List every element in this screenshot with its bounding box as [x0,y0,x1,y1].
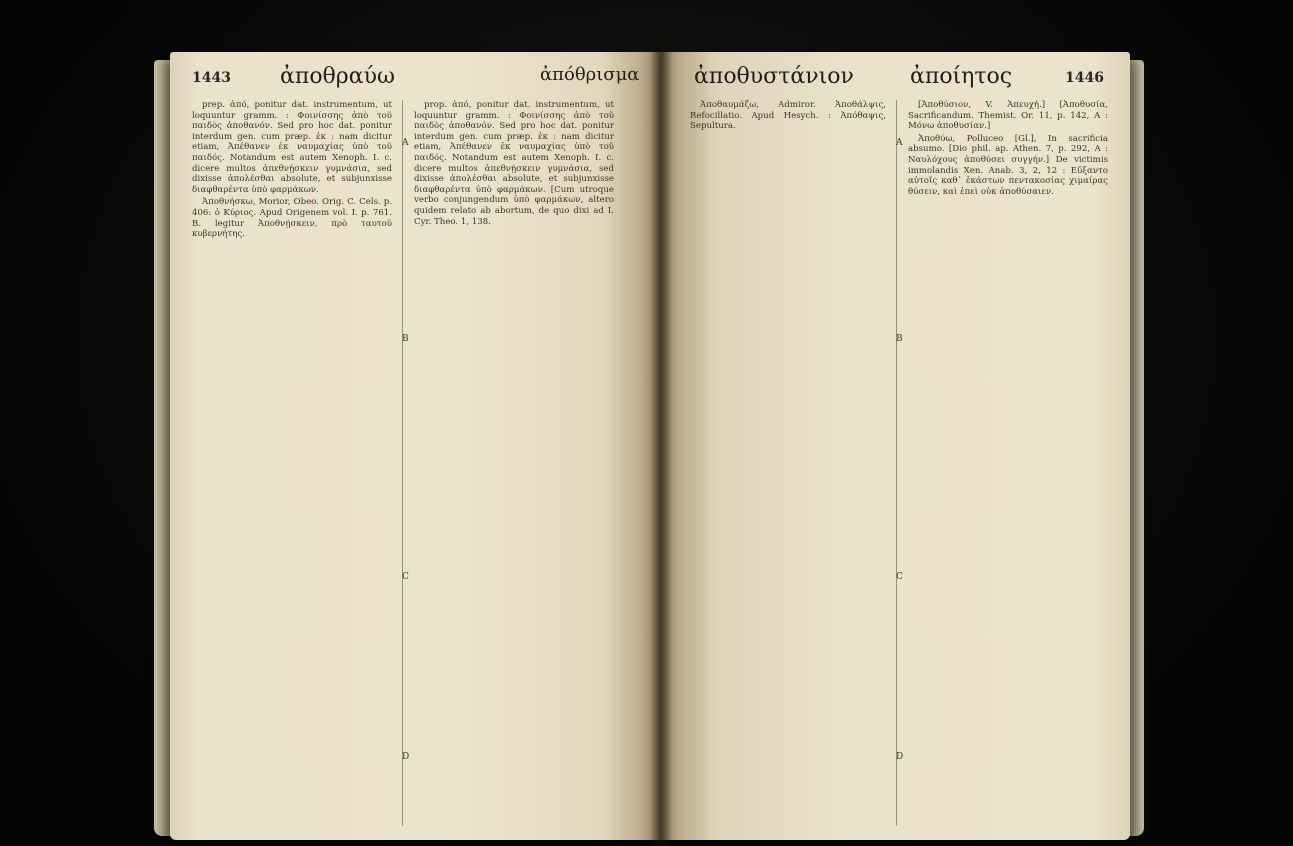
page-number: 1446 [1065,70,1104,86]
left-text-column [192,100,392,830]
entry-paragraph: prop. ἀπό, ponitur dat. instrumentum, ut loquuntur gramm. : Φοινίσσης ἀπὸ τοῦ παιδὸς ἀποθανόν. Sed pro hoc dat. ponitur interdum gen. cum præp. ἐκ : nam dicitur etiam, Ἀπέθανεν ἐκ ναυμαχίας ὑπὸ τοῦ παιδός. Notandum est autem Xenoph. I. c. dicere multos ἀπεθνῄσκειν γυμνάσια, sed dixisse ἀπολέσθαι absolute, et subjunxisse διαφθαρέντα ὑπὸ φαρμάκων. [Cum utroque verbo conjungendum ὑπὸ φαρμάκων, altero quidem relato ab abortum, de quo dixi ad I. Cyr. Theo. 1, 138. [414,100,614,227]
entry-paragraph: prep. ἀπό, ponitur dat. instrumentum, ut loquuntur gramm. : Φοινίσσης ἀπὸ τοῦ παιδὸς ἀποθανόν. Sed pro hoc dat. ponitur interdum gen. cum præp. ἐκ : nam dicitur etiam, Ἀπέθανεν ἐκ ναυμαχίας ὑπὸ τοῦ παιδός. Notandum est autem Xenoph. I. c. dicere multos ἀπεθνῄσκειν γυμνάσια, sed dixisse ἀπολέσθαι absolute, et subjunxisse διαφθαρέντα ὑπὸ φαρμάκων. [192,100,392,195]
right-text-column [908,100,1108,830]
left-page-header [170,64,660,94]
entry-paragraph: Ἀποθαυμάζω, Admiror. Ἀποθάλψις, Refocillatio. Apud Hesych. : Ἀπόθαψις, Sepultura. [690,100,886,132]
running-headword: ἀποθυστάνιον [694,64,854,89]
margin-letter-a: A [896,138,903,148]
margin-letter-b: B [402,334,409,344]
right-page-edges [1128,60,1144,836]
entry-paragraph: Ἀποθύω, Polluceo [Gl.], In sacrificia absumo. [Dio phil. ap. Athen. 7, p. 292, A : Ναυλόχους ἀποθύσει συγγήν.] De victimis immolandis Xen. Anab. 3, 2, 12 : Εὔξαντο αὐτοῖς καθ᾽ ἑκάστων πεντακοσίας χιμαίρας θύσειν, καὶ ἐπεὶ οὐκ ἀποθύσαιεν. [908,133,1108,197]
column-divider [402,100,403,826]
margin-letter-c: C [896,572,903,582]
margin-letter-d: D [402,752,410,762]
entry-paragraph: Ἀποθνήσκω, Morior, Obeo. Orig. C. Cels. p. 406: ὁ Κύριος. Apud Origenem vol. I. p. 761. B. legitur Ἀποθνῄσκειν, πρὸ ταυτοῦ κυβερνήτης. [192,197,392,240]
left-text-column [690,100,886,830]
margin-letter-a: A [402,138,409,148]
running-headword: ἀποθραύω [280,64,395,89]
right-text-column [414,100,614,830]
running-headword: ἀπόθρισμα [540,64,640,85]
margin-letter-d: D [896,752,904,762]
column-divider [896,100,897,826]
right-page [660,52,1130,840]
page-number: 1443 [192,70,231,86]
margin-letter-c: C [402,572,409,582]
entry-paragraph: [Ἀποθύσιον, V. Ἀπευχή.] [Ἀποθυσία, Sacrificandum. Themist. Or. 11, p. 142, A : Μόνω ἀποθυσίαν.] [908,100,1108,132]
margin-letter-b: B [896,334,903,344]
running-headword: ἀποίητος [910,64,1013,89]
left-page [170,52,660,840]
right-page-header [660,64,1130,94]
